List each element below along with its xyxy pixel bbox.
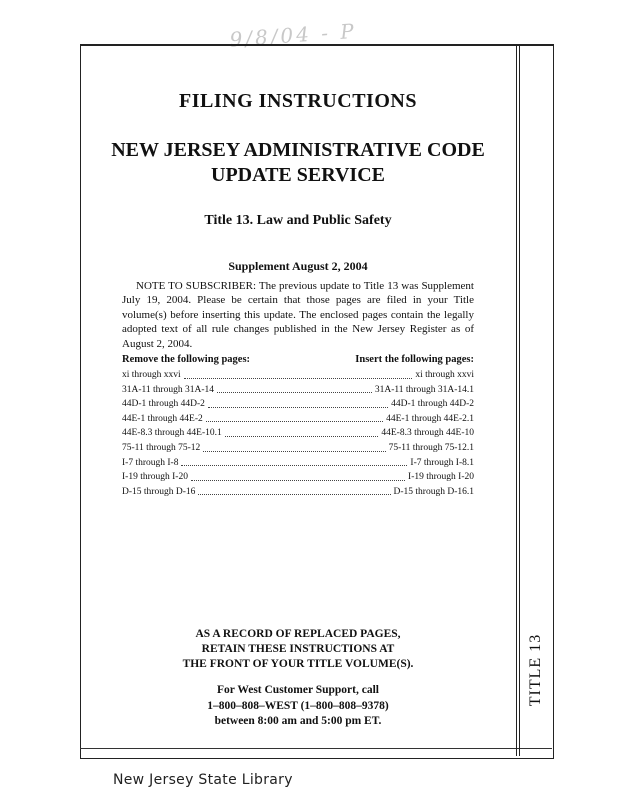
code-title — [80, 138, 516, 188]
leader-dots — [191, 479, 405, 481]
insert-pages: I-7 through I-8.1 — [410, 457, 474, 468]
record-notice — [80, 627, 516, 672]
support-hours: between 8:00 am and 5:00 pm ET. — [214, 715, 382, 727]
table-row — [122, 470, 474, 485]
remove-pages: I-7 through I-8 — [122, 457, 179, 468]
remove-pages: I-19 through I-20 — [122, 472, 188, 483]
table-row — [122, 426, 474, 441]
pages-table — [122, 368, 474, 499]
table-row — [122, 485, 474, 500]
handwritten-note: 9/8/04 - P — [228, 18, 358, 52]
remove-pages: 44D-1 through 44D-2 — [122, 399, 205, 410]
leader-dots — [206, 420, 383, 422]
support-line1: For West Customer Support, call — [217, 684, 379, 696]
leader-dots — [184, 377, 413, 379]
remove-pages: 75-11 through 75-12 — [122, 442, 201, 453]
insert-pages: D-15 through D-16.1 — [393, 486, 474, 497]
insert-pages: 44E-1 through 44E-2.1 — [386, 413, 474, 424]
pages-table-header — [122, 354, 474, 365]
leader-dots — [217, 391, 372, 393]
side-rule — [516, 44, 517, 756]
leader-dots — [208, 406, 388, 408]
support-phone: 1–800–808–WEST (1–800–808–9378) — [207, 699, 389, 712]
record-line1: AS A RECORD OF REPLACED PAGES, — [195, 628, 401, 640]
insert-pages: 75-11 through 75-12.1 — [388, 442, 474, 453]
record-line2: RETAIN THESE INSTRUCTIONS AT — [201, 643, 395, 655]
table-row — [122, 383, 474, 398]
table-row — [122, 412, 474, 427]
insert-pages: 44D-1 through 44D-2 — [391, 399, 474, 410]
leader-dots — [203, 450, 385, 452]
table-row — [122, 441, 474, 456]
page-title: FILING INSTRUCTIONS — [179, 90, 417, 112]
library-stamp: New Jersey State Library — [113, 772, 293, 788]
remove-header: Remove the following pages: — [122, 354, 251, 365]
table-row — [122, 397, 474, 412]
side-rule-inner — [519, 44, 520, 756]
remove-pages: 44E-1 through 44E-2 — [122, 413, 203, 424]
leader-dots — [198, 493, 390, 495]
table-row — [122, 456, 474, 471]
leader-dots — [181, 464, 407, 466]
remove-pages: D-15 through D-16 — [122, 486, 196, 497]
insert-pages: xi through xxvi — [415, 370, 474, 380]
leader-dots — [225, 435, 379, 437]
title-side-tab — [524, 620, 548, 720]
title-subject: Title 13. Law and Public Safety — [204, 213, 392, 228]
remove-pages: 31A-11 through 31A-14 — [122, 384, 214, 395]
insert-pages: 44E-8.3 through 44E-10 — [381, 428, 474, 439]
side-tab-label: TITLE 13 — [527, 633, 545, 707]
record-line3: THE FRONT OF YOUR TITLE VOLUME(S). — [182, 658, 414, 670]
bottom-rule — [80, 748, 552, 749]
table-row — [122, 368, 474, 383]
code-title-line1: NEW JERSEY ADMINISTRATIVE CODE — [111, 139, 485, 161]
code-title-line2: UPDATE SERVICE — [211, 164, 385, 186]
insert-header: Insert the following pages: — [355, 354, 474, 365]
remove-pages: xi through xxvi — [122, 370, 181, 380]
insert-pages: I-19 through I-20 — [408, 472, 474, 483]
customer-support — [80, 683, 516, 730]
supplement-date: Supplement August 2, 2004 — [228, 259, 368, 273]
subscriber-note: NOTE TO SUBSCRIBER: The previous update to Title 13 was Supplement July 19, 2004. Please be certain that those pages are filed in your Title volume(s) before inserting this update. The enclosed pages contain the legally adopted text of all rule changes published in the New Jersey Register as of August 2, 2004. — [122, 280, 474, 350]
insert-pages: 31A-11 through 31A-14.1 — [374, 384, 474, 395]
remove-pages: 44E-8.3 through 44E-10.1 — [122, 428, 222, 439]
